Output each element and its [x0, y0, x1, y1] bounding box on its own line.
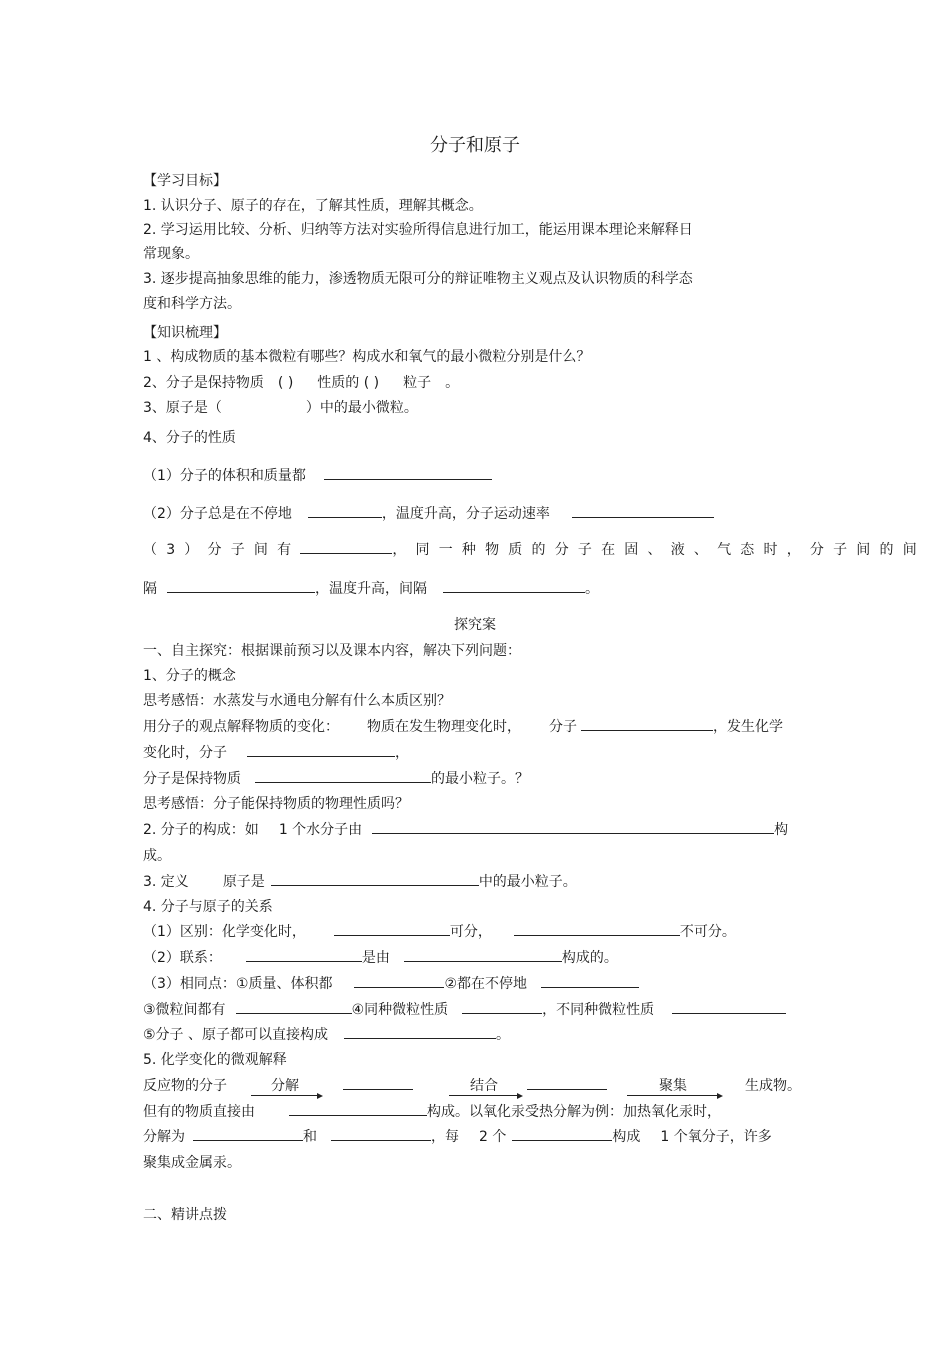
explore-explain: 用分子的观点解释物质的变化： 物质在发生物理变化时， 分子 ，发生化学 [143, 719, 783, 735]
blank[interactable] [236, 1001, 352, 1014]
explore-explain-cont: 变化时，分子 ， [143, 745, 409, 761]
blank[interactable] [289, 1103, 427, 1116]
blank[interactable] [300, 541, 392, 554]
blank[interactable] [372, 821, 774, 834]
explore-s5: 5. 化学变化的微观解释 [143, 1052, 287, 1068]
blank[interactable] [308, 505, 382, 518]
arrow-decompose: 分解 [251, 1077, 319, 1096]
blank[interactable] [572, 505, 714, 518]
knowledge-q4-2: （2）分子总是在不停地 ，温度升高，分子运动速率 [143, 505, 714, 523]
blank[interactable] [514, 923, 680, 936]
explore-s2: 2. 分子的构成：如 1 个水分子由 构 [143, 822, 789, 838]
explore-def: 分子是保持物质 的最小粒子。？ [143, 771, 529, 787]
explore-s2-cont: 成。 [143, 848, 171, 864]
blank[interactable] [354, 975, 444, 988]
objective-3-cont: 度和科学方法。 [143, 296, 241, 312]
section-2-header: 二、精讲点拨 [143, 1207, 227, 1223]
knowledge-q4-3-cont: 隔 ，温度升高，间隔 。 [143, 581, 599, 597]
knowledge-q1: 1 、构成物质的基本微粒有哪些？构成水和氧气的最小微粒分别是什么？ [143, 349, 591, 365]
knowledge-q3: 3、原子是（ ）中的最小微粒。 [143, 400, 418, 416]
blank[interactable] [672, 1001, 786, 1014]
blank[interactable] [344, 1026, 496, 1039]
objective-1: 1. 认识分子、原子的存在，了解其性质，理解其概念。 [143, 198, 483, 214]
explore-s4-3: （3）相同点：①质量、体积都 ②都在不停地 [143, 975, 639, 993]
explore-s5-3: 分解为 和 ，每 2 个 构成 1 个氧分子，许多 [143, 1129, 772, 1145]
explore-s5-4: 聚集成金属汞。 [143, 1155, 241, 1171]
blank[interactable] [271, 873, 479, 886]
blank[interactable] [324, 467, 492, 480]
objectives-header: 【学习目标】 [143, 173, 227, 189]
explore-s5-2: 但有的物质直接由 构成。以氧化汞受热分解为例：加热氧化汞时， [143, 1104, 721, 1120]
explore-intro: 一、自主探究：根据课前预习以及课本内容，解决下列问题： [143, 643, 521, 659]
explore-header: 探究案 [454, 617, 496, 633]
blank[interactable] [343, 1077, 413, 1090]
arrow-combine: 结合 [449, 1077, 519, 1096]
blank[interactable] [512, 1128, 612, 1141]
knowledge-q2: 2、分子是保持物质 ( ) 性质的 ( ) 粒子 。 [143, 375, 460, 391]
explore-s4-1: （1）区别：化学变化时， 可分， 不可分。 [143, 924, 736, 940]
explore-s3: 3. 定义 原子是 中的最小粒子。 [143, 874, 577, 890]
explore-s1: 1、分子的概念 [143, 668, 236, 684]
explore-s4-2: （2）联系： 是由 构成的。 [143, 950, 618, 966]
blank[interactable] [247, 744, 395, 757]
knowledge-q4-3: （3）分子间有 ，同一种物质的分子在固、液、气态时，分子间的间 [143, 542, 926, 558]
objective-2: 2. 学习运用比较、分析、归纳等方法对实验所得信息进行加工，能运用课本理论来解释日 [143, 222, 693, 238]
blank[interactable] [193, 1128, 303, 1141]
blank[interactable] [404, 949, 562, 962]
explore-think1: 思考感悟：水蒸发与水通电分解有什么本质区别？ [143, 693, 451, 709]
blank[interactable] [255, 770, 431, 783]
explore-s4-3-cont: ③微粒间都有 ④同种微粒性质 ，不同种微粒性质 [143, 1001, 786, 1019]
blank[interactable] [246, 949, 362, 962]
explore-s4-3-cont2: ⑤分子 、原子都可以直接构成 。 [143, 1027, 511, 1043]
arrow-aggregate: 聚集 [627, 1077, 719, 1096]
knowledge-header: 【知识梳理】 [143, 325, 227, 341]
explore-think2: 思考感悟：分子能保持物质的物理性质吗？ [143, 796, 409, 812]
explore-s4: 4. 分子与原子的关系 [143, 899, 273, 915]
blank[interactable] [167, 580, 315, 593]
blank[interactable] [581, 718, 713, 731]
objective-2-cont: 常现象。 [143, 246, 199, 262]
objective-3: 3. 逐步提高抽象思维的能力，渗透物质无限可分的辩证唯物主义观点及认识物质的科学态 [143, 271, 693, 287]
page-title: 分子和原子 [430, 135, 520, 156]
knowledge-q4-1: （1）分子的体积和质量都 [143, 467, 492, 485]
knowledge-q4: 4、分子的性质 [143, 430, 236, 446]
blank[interactable] [331, 1128, 431, 1141]
explore-s5-1: 反应物的分子 分解 结合 聚集 生成物。 [143, 1078, 801, 1094]
blank[interactable] [527, 1077, 607, 1090]
blank[interactable] [443, 580, 585, 593]
blank[interactable] [334, 923, 450, 936]
blank[interactable] [541, 975, 639, 988]
blank[interactable] [462, 1001, 542, 1014]
